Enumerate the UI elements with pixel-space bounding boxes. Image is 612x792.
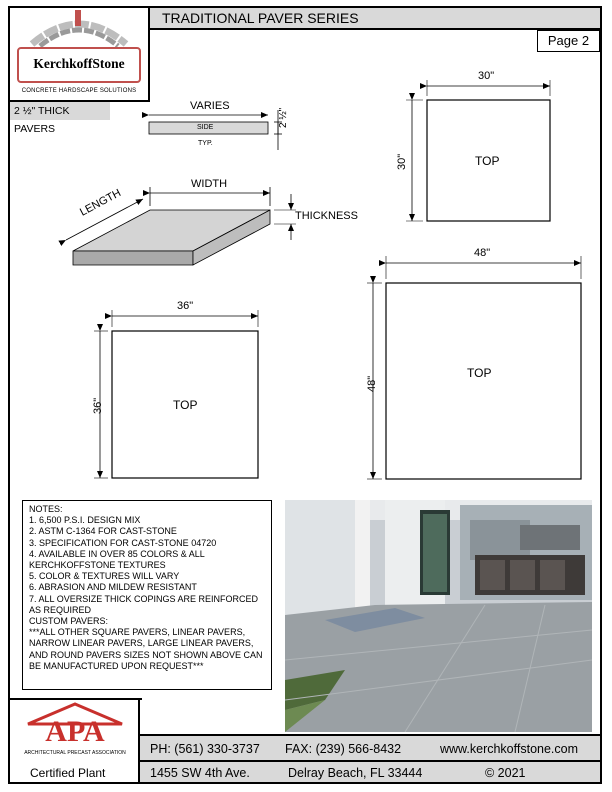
- notes-box: [22, 500, 272, 690]
- typ-label: TYP.: [198, 140, 213, 147]
- side-thickness-label: 2 ½": [278, 107, 289, 128]
- side-label: SIDE: [197, 124, 214, 131]
- section-label: 2 ½" THICK PAVERS: [10, 102, 110, 120]
- varies-label: VARIES: [190, 100, 230, 112]
- phone-number: PH: (561) 330-3737: [150, 742, 260, 756]
- note-item: 6. ABRASION AND MILDEW RESISTANT: [29, 582, 197, 593]
- footer-top-divider: [8, 698, 142, 700]
- page-title: TRADITIONAL PAVER SERIES: [150, 8, 600, 28]
- copyright: © 2021: [485, 766, 526, 780]
- paver-36-face: TOP: [173, 398, 198, 412]
- paver-30-face: TOP: [475, 154, 500, 168]
- footer-mid-divider: [140, 760, 602, 762]
- fax-number: FAX: (239) 566-8432: [285, 742, 402, 756]
- apa-acronym: APA: [45, 715, 105, 748]
- note-item: 5. COLOR & TEXTURES WILL VARY: [29, 571, 180, 582]
- paver-30-width: 30": [478, 70, 495, 82]
- note-item: 2. ASTM C-1364 FOR CAST-STONE: [29, 526, 177, 537]
- street-address: 1455 SW 4th Ave.: [150, 766, 250, 780]
- certified-plant-label: Certified Plant: [30, 766, 106, 780]
- side-view: [149, 110, 282, 150]
- apa-org: ARCHITECTURAL PRECAST ASSOCIATION: [24, 750, 126, 756]
- paver-36-width: 36": [177, 300, 194, 312]
- patio-photo: [285, 500, 592, 732]
- page-number: Page 2: [537, 30, 600, 52]
- note-item: 7. ALL OVERSIZE THICK COPINGS ARE REINFORCED AS REQUIRED: [29, 593, 259, 615]
- thickness-label: THICKNESS: [295, 210, 358, 222]
- paver-48-height: 48": [366, 375, 378, 392]
- width-label: WIDTH: [191, 178, 228, 190]
- custom-pavers-heading: CUSTOM PAVERS:: [29, 616, 109, 627]
- city-address: Delray Beach, FL 33444: [288, 766, 423, 780]
- patio-photo-graphic: [285, 500, 592, 732]
- paver-36-drawing: [94, 310, 258, 478]
- note-item: 3. SPECIFICATION FOR CAST-STONE 04720: [29, 537, 217, 548]
- website-link[interactable]: www.kerchkoffstone.com: [440, 742, 579, 756]
- notes-heading: NOTES:: [29, 504, 63, 514]
- length-label: LENGTH: [78, 187, 124, 219]
- custom-pavers-note: ***ALL OTHER SQUARE PAVERS, LINEAR PAVERS, NARROW LINEAR PAVERS, LARGE LINEAR PAVERS, AND ROUND PAVERS SIZES NOT SHOWN ABOVE CAN BE MANUFACTURED UPON REQUEST***: [29, 627, 263, 671]
- logo-tagline: CONCRETE HARDSCAPE SOLUTIONS: [21, 88, 137, 94]
- apa-logo: [22, 702, 128, 762]
- note-item: 1. 6,500 P.S.I. DESIGN MIX: [29, 515, 141, 526]
- paver-30-drawing: [406, 80, 550, 221]
- note-item: 4. AVAILABLE IN OVER 85 COLORS & ALL KERCHKOFFSTONE TEXTURES: [29, 548, 205, 571]
- paver-48-width: 48": [474, 247, 491, 259]
- paver-48-face: TOP: [467, 366, 492, 380]
- paver-36-height: 36": [92, 397, 104, 414]
- logo-brand: KerchkoffStone: [33, 56, 125, 71]
- paver-30-height: 30": [396, 153, 408, 170]
